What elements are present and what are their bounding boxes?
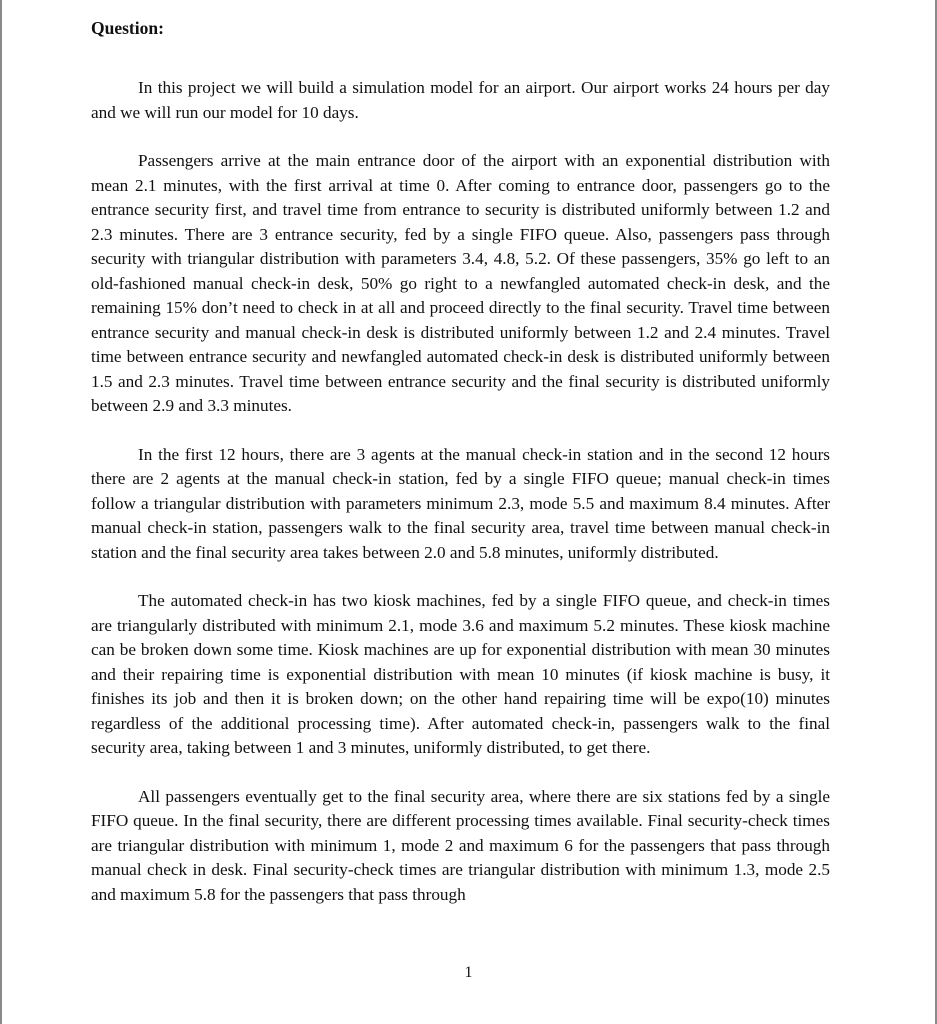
paragraph-arrivals: Passengers arrive at the main entrance door of the airport with an exponential distribution with mean 2.1 minutes, with the first arrival at time 0. After coming to entrance door, passengers go to the entrance security first, and travel time from entrance to security is distributed uniformly between 1.2 and 2.3 minutes. There are 3 entrance security, fed by a single FIFO queue. Also, passengers pass through security with triangular distribution with parameters 3.4, 4.8, 5.2. Of these passengers, 35% go left to an old-fashioned manual check-in desk, 50% go right to a newfangled automated check-in desk, and the remaining 15% don’t need to check in at all and proceed directly to the final security. Travel time between entrance security and manual check-in desk is distributed uniformly between 1.2 and 2.4 minutes. Travel time between entrance security and newfangled automated check-in desk is distributed uniformly between 1.5 and 2.3 minutes. Travel time between entrance security and the final security is distributed uniformly between 2.9 and 3.3 minutes. [91, 151, 830, 415]
paragraph-manual-checkin: In the first 12 hours, there are 3 agents at the manual check-in station and in the second 12 hours there are 2 agents at the manual check-in station, fed by a single FIFO queue; manual check-in times follow a triangular distribution with parameters minimum 2.3, mode 5.5 and maximum 8.4 minutes. After manual check-in station, passengers walk to the final security area, travel time between manual check-in station and the final security area takes between 2.0 and 5.8 minutes, uniformly distributed. [91, 444, 830, 562]
question-heading: Question: [91, 18, 164, 38]
paragraph-automated-checkin: The automated check-in has two kiosk machines, fed by a single FIFO queue, and check-in times are triangularly distributed with minimum 2.1, mode 3.6 and maximum 5.2 minutes. These kiosk machine can be broken down some time. Kiosk machines are up for exponential distribution with mean 30 minutes and their repairing time is exponential distribution with mean 10 minutes (if kiosk machine is busy, it finishes its job and then it is broken down; on the other hand repairing time will be expo(10) minutes regardless of the additional processing time). After automated check-in, passengers walk to the final security area, taking between 1 and 3 minutes, uniformly distributed, to get there. [91, 591, 830, 757]
paragraph-intro: In this project we will build a simulation model for an airport. Our airport works 24 hours per day and we will run our model for 10 days. [91, 78, 830, 122]
document-body [91, 14, 830, 907]
page-number: 1 [464, 964, 473, 981]
page-border-left [0, 0, 2, 1024]
paragraph-final-security: All passengers eventually get to the final security area, where there are six stations fed by a single FIFO queue. In the final security, there are different processing times available. Final security-check times are triangular distribution with minimum 1, mode 2 and maximum 6 for the passengers that pass through manual check in desk. Final security-check times are triangular distribution with minimum 1.3, mode 2.5 and maximum 5.8 for the passengers that pass through [91, 786, 830, 904]
